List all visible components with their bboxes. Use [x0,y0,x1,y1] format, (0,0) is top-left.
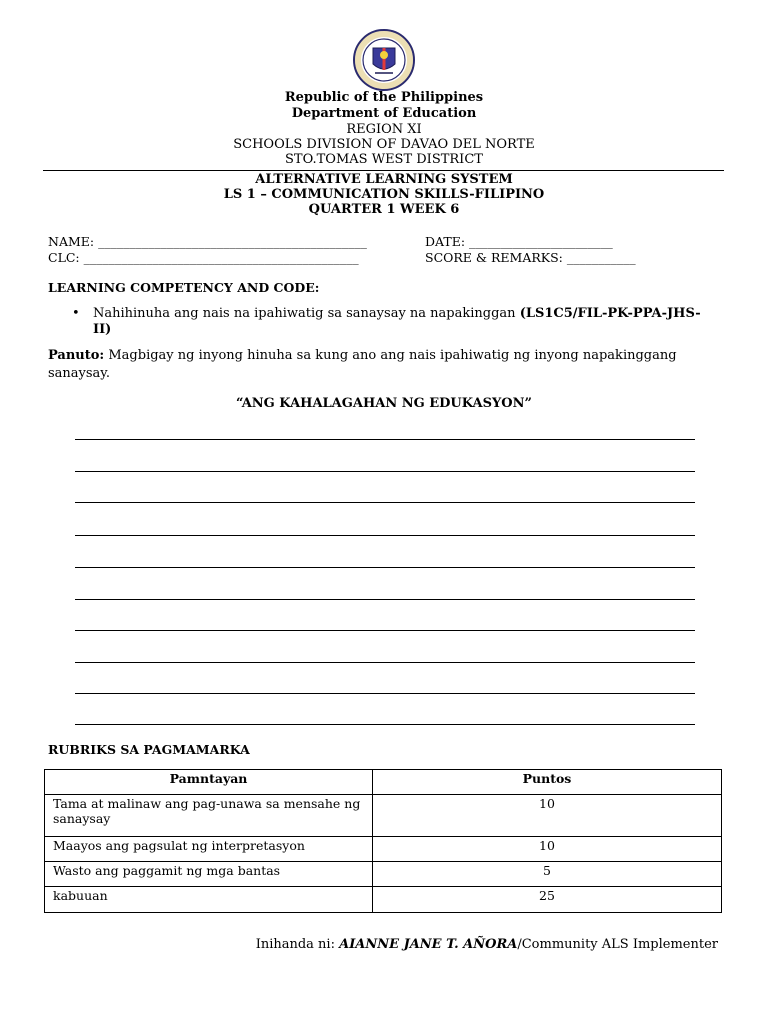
answer-line[interactable] [75,439,695,440]
competency-description: Nahihinuha ang nais na ipahiwatig sa sanaysay na napakinggan [93,306,520,321]
rubric-table [44,769,722,913]
rubric-col-criteria: Pamntayan [45,770,373,795]
answer-line[interactable] [75,724,695,725]
program-title: ALTERNATIVE LEARNING SYSTEM [255,172,513,187]
deped-seal-logo [347,28,421,92]
clc-field[interactable]: CLC: ____________________________________________ [48,250,359,265]
instructions [48,347,718,383]
answer-line[interactable] [75,599,695,600]
rubric-heading: RUBRIKS SA PAGMAMARKA [48,742,250,757]
answer-line[interactable] [75,693,695,694]
score-remarks-field[interactable]: SCORE & REMARKS: ___________ [425,250,636,265]
competency-heading: LEARNING COMPETENCY AND CODE: [48,280,320,295]
rubric-points: 10 [373,795,722,837]
header-district: STO.TOMAS WEST DISTRICT [285,152,483,167]
name-field[interactable]: NAME: ___________________________________________ [48,234,367,249]
rubric-row [45,887,722,913]
bullet-icon: • [72,306,80,321]
rubric-criterion: Wasto ang paggamit ng mga bantas [45,862,373,887]
prepared-by-prefix: Inihanda ni: [255,937,340,952]
rubric-points: 25 [373,887,722,913]
competency-text [93,306,713,338]
header-region: REGION XI [346,122,422,137]
rubric-criterion: kabuuan [45,887,373,913]
header-republic: Republic of the Philippines [284,90,484,105]
rubric-points: 5 [373,862,722,887]
answer-line[interactable] [75,471,695,472]
answer-line[interactable] [75,662,695,663]
header-division: SCHOOLS DIVISION OF DAVAO DEL NORTE [233,137,535,152]
header-department: Department of Education [291,106,477,121]
answer-line[interactable] [75,502,695,503]
subject-title: LS 1 – COMMUNICATION SKILLS-FILIPINO [223,187,545,202]
author-name: AIANNE JANE T. AÑORA [339,937,518,952]
header-divider [43,170,724,171]
answer-line[interactable] [75,567,695,568]
rubric-row [45,837,722,862]
quarter-title: QUARTER 1 WEEK 6 [308,202,460,217]
rubric-row [45,862,722,887]
essay-title: “ANG KAHALAGAHAN NG EDUKASYON” [236,396,532,411]
rubric-header-row [45,770,722,795]
competency-code: (LS1C5/FIL-PK-PPA-JHS-II) [93,306,701,337]
rubric-col-points: Puntos [373,770,722,795]
rubric-points: 10 [373,837,722,862]
rubric-criterion: Maayos ang pagsulat ng interpretasyon [45,837,373,862]
rubric-row [45,795,722,837]
rubric-criterion: Tama at malinaw ang pag-unawa sa mensahe ng sanaysay [45,795,373,837]
instructions-label: Panuto: [48,348,105,363]
answer-line[interactable] [75,535,695,536]
prepared-by [256,937,718,952]
answer-line[interactable] [75,630,695,631]
instructions-text: Magbigay ng inyong hinuha sa kung ano ang nais ipahiwatig ng inyong napakinggang sanaysay. [48,348,677,381]
author-role: /Community ALS Implementer [517,937,718,952]
date-field[interactable]: DATE: _______________________ [425,234,613,249]
